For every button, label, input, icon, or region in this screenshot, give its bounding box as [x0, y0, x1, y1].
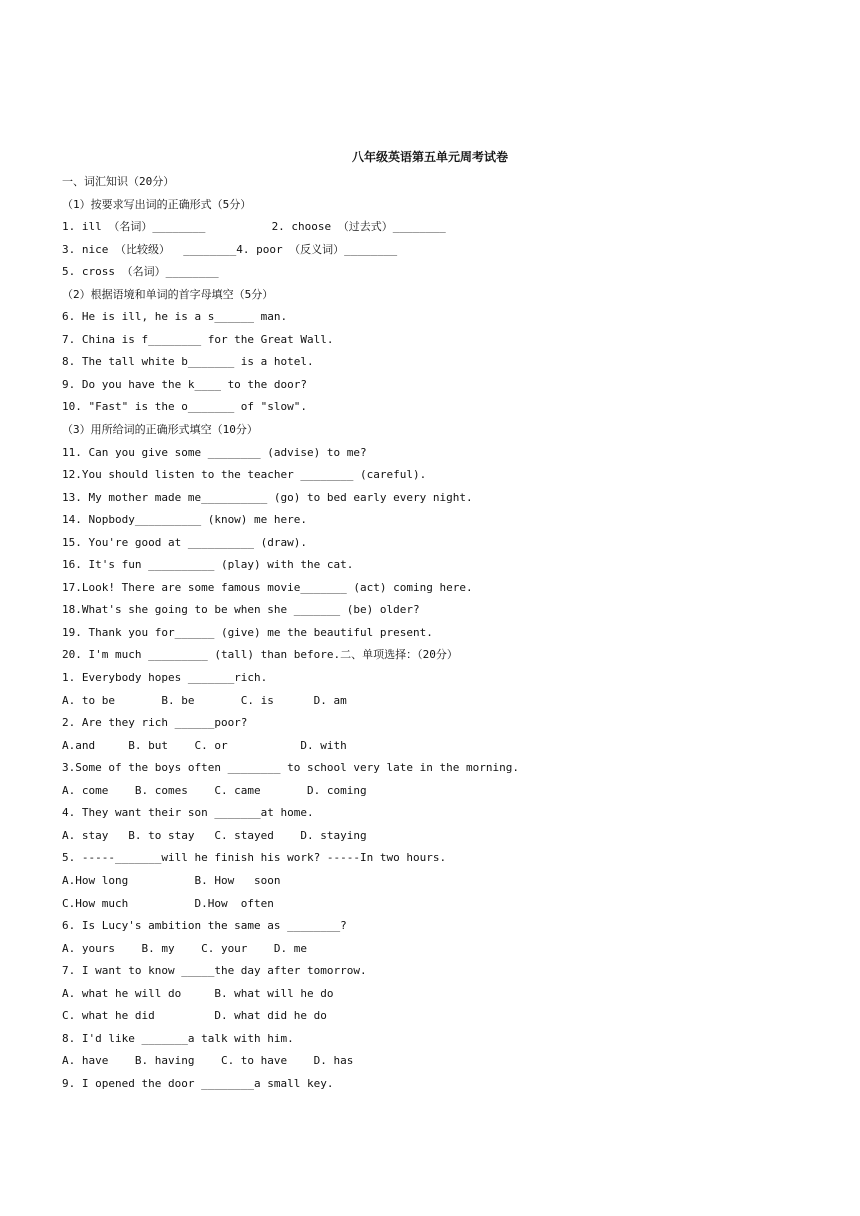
exam-line: 1. ill （名词）________ 2. choose （过去式）________: [62, 220, 446, 234]
exam-line: A. to be B. be C. is D. am: [62, 693, 347, 707]
exam-line: 8. I'd like _______a talk with him.: [62, 1031, 294, 1045]
exam-line: 17.Look! There are some famous movie_______ (act) coming here.: [62, 580, 473, 594]
exam-line: 9. I opened the door ________a small key.: [62, 1076, 334, 1090]
exam-line: 7. I want to know _____the day after tomorrow.: [62, 964, 367, 978]
exam-line: C.How much D.How often: [62, 896, 274, 910]
exam-line: （2）根据语境和单词的首字母填空（5分）: [62, 287, 274, 301]
exam-line: （3）用所给词的正确形式填空（10分）: [62, 423, 258, 437]
exam-line: A.How long B. How soon: [62, 873, 281, 887]
exam-line: 8. The tall white b_______ is a hotel.: [62, 355, 314, 369]
exam-line: 6. He is ill, he is a s______ man.: [62, 310, 288, 324]
exam-line: 18.What's she going to be when she _______ (be) older?: [62, 603, 420, 617]
exam-line: 4. They want their son _______at home.: [62, 806, 314, 820]
exam-line: 5. cross （名词）________: [62, 265, 219, 279]
exam-line: A. what he will do B. what will he do: [62, 986, 334, 1000]
exam-line: 10. "Fast" is the o_______ of "slow".: [62, 400, 308, 414]
exam-line: C. what he did D. what did he do: [62, 1009, 327, 1023]
page-title: 八年级英语第五单元周考试卷: [351, 150, 508, 164]
exam-line: 12.You should listen to the teacher ________ (careful).: [62, 468, 427, 482]
exam-line: 6. Is Lucy's ambition the same as ________?: [62, 919, 347, 933]
exam-line: 20. I'm much _________ (tall) than before.二、单项选择：（20分）: [62, 648, 458, 662]
exam-line: 7. China is f________ for the Great Wall.: [62, 332, 334, 346]
exam-line: 2. Are they rich ______poor?: [62, 716, 248, 730]
exam-line: 19. Thank you for______ (give) me the beautiful present.: [62, 625, 433, 639]
exam-line: 16. It's fun __________ (play) with the cat.: [62, 558, 354, 572]
exam-line: A. yours B. my C. your D. me: [62, 941, 308, 955]
exam-line: A. come B. comes C. came D. coming: [62, 783, 367, 797]
exam-line: 3. nice （比较级） ________4. poor （反义词）________: [62, 242, 398, 256]
exam-line: 15. You're good at __________ (draw).: [62, 535, 308, 549]
exam-line: 一、词汇知识（20分）: [62, 175, 175, 188]
exam-line: 13. My mother made me__________ (go) to bed early every night.: [62, 490, 473, 504]
exam-line: （1）按要求写出词的正确形式（5分）: [62, 197, 252, 211]
exam-line: 9. Do you have the k____ to the door?: [62, 377, 308, 391]
exam-line: 3.Some of the boys often ________ to school very late in the morning.: [62, 761, 519, 775]
exam-line: A.and B. but C. or D. with: [62, 738, 347, 752]
exam-body: [62, 171, 842, 1095]
exam-line: A. stay B. to stay C. stayed D. staying: [62, 828, 367, 842]
exam-line: 1. Everybody hopes _______rich.: [62, 671, 268, 685]
exam-line: A. have B. having C. to have D. has: [62, 1054, 354, 1068]
exam-line: 14. Nopbody__________ (know) me here.: [62, 513, 308, 527]
exam-line: 11. Can you give some ________ (advise) to me?: [62, 445, 367, 459]
exam-line: 5. -----_______will he finish his work? -----In two hours.: [62, 851, 447, 865]
